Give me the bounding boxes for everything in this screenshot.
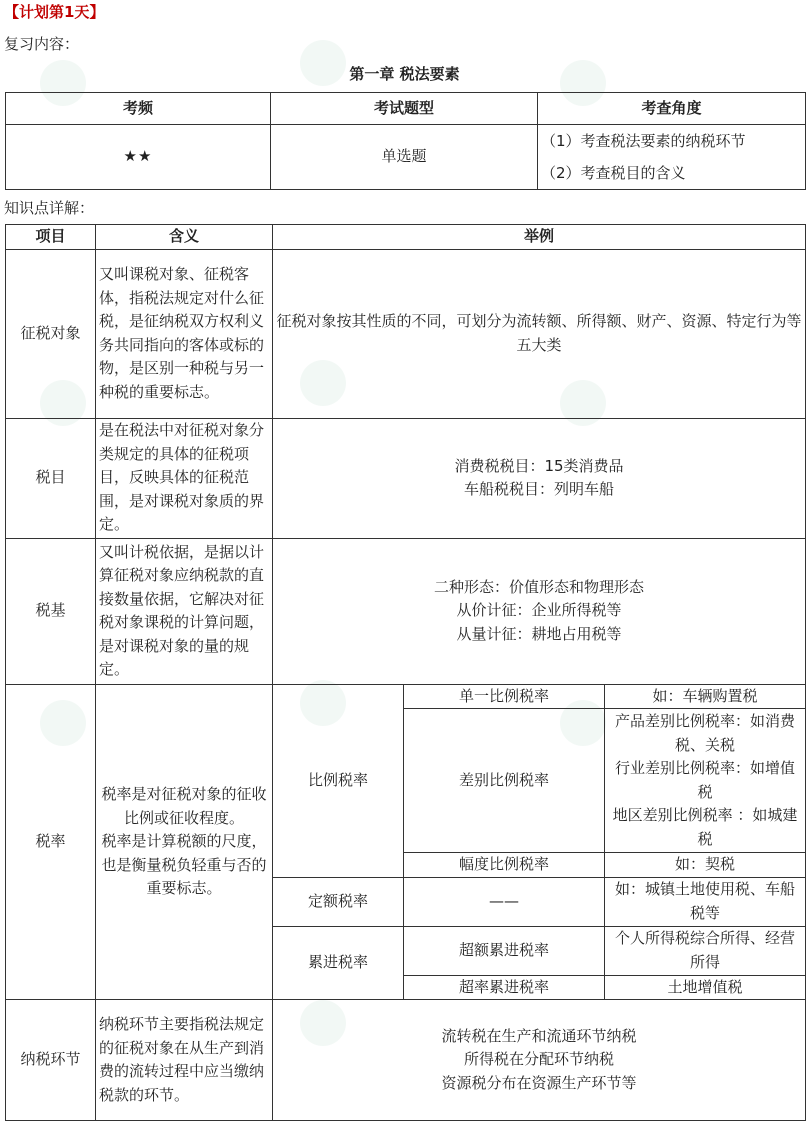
chapter-title: 第一章 税法要素 — [349, 65, 460, 83]
row-meaning: 纳税环节主要指税法规定的征税对象在从生产到消费的流转过程中应当缴纳税款的环节。 — [96, 1000, 273, 1121]
row-example — [273, 538, 806, 684]
header-angle: 考查角度 — [538, 93, 806, 125]
example-line: 从量计征：耕地占用税等 — [456, 624, 622, 643]
rate-subtype: —— — [404, 877, 605, 926]
rate-type: 累进税率 — [273, 926, 404, 1000]
rate-subtype: 差别比例税率 — [404, 709, 605, 853]
rate-type: 定额税率 — [273, 877, 404, 926]
row-meaning: 又叫课税对象、征税客体，指税法规定对什么征税，是征纳税双方权利义务共同指向的客体或标的物，是区别一种税与另一种税的重要标志。 — [96, 249, 273, 418]
row-meaning: 又叫计税依据，是据以计算征税对象应纳税款的直接数量依据，它解决对征税对象课税的计算问题，是对课税对象的量的规定。 — [96, 538, 273, 684]
row-item: 税基 — [6, 538, 96, 684]
header-frequency: 考频 — [6, 93, 271, 125]
example-line: 二种形态：价值形态和物理形态 — [434, 577, 645, 596]
review-label: 复习内容： — [4, 35, 80, 53]
example-line: 消费税税目：15类消费品 — [454, 456, 624, 475]
frequency-stars: ★★ — [6, 125, 271, 190]
rate-subtype: 单一比例税率 — [404, 684, 605, 709]
row-example — [273, 1000, 806, 1121]
angle-item: （2）考查税目的含义 — [541, 164, 686, 182]
row-meaning: 是在税法中对征税对象分类规定的具体的征税项目，反映具体的征税范围，是对课税对象质的界定。 — [96, 418, 273, 538]
example-line: 流转税在生产和流通环节纳税 — [441, 1026, 637, 1045]
row-item: 税率 — [6, 684, 96, 1000]
header-example: 举例 — [273, 225, 806, 250]
example-line: 车船税税目：列明车船 — [464, 480, 615, 498]
example-line: 资源税分布在资源生产环节等 — [441, 1073, 637, 1092]
example-line: 行业差别比例税率：如增值税 — [615, 759, 796, 801]
header-meaning: 含义 — [96, 225, 273, 250]
header-item: 项目 — [6, 225, 96, 250]
summary-table — [5, 92, 806, 190]
rate-example: 如：车辆购置税 — [605, 684, 806, 709]
rate-type: 比例税率 — [273, 684, 404, 877]
detail-table — [5, 224, 806, 1121]
row-example — [273, 418, 806, 538]
rate-subtype: 超率累进税率 — [404, 975, 605, 1000]
row-item: 纳税环节 — [6, 1000, 96, 1121]
rate-example: 如：城镇土地使用税、车船税等 — [605, 877, 806, 926]
example-line: 产品差别比例税率：如消费税、关税 — [615, 712, 796, 754]
rate-meaning-line: 税率是对征税对象的征收比例或征收程度。 — [101, 785, 267, 827]
rate-subtype: 幅度比例税率 — [404, 853, 605, 878]
exam-angles — [538, 125, 806, 190]
rate-example: 个人所得税综合所得、经营所得 — [605, 926, 806, 975]
header-question-type: 考试题型 — [271, 93, 538, 125]
rate-subtype: 超额累进税率 — [404, 926, 605, 975]
rate-example — [605, 709, 806, 853]
row-example: 征税对象按其性质的不同，可划分为流转额、所得额、财产、资源、特定行为等五大类 — [273, 249, 806, 418]
example-line: 从价计征：企业所得税等 — [456, 601, 622, 620]
plan-title: 【计划第1天】 — [4, 3, 105, 21]
angle-item: （1）考查税法要素的纳税环节 — [541, 132, 746, 150]
rate-example: 如：契税 — [605, 853, 806, 878]
row-item: 征税对象 — [6, 249, 96, 418]
row-item: 税目 — [6, 418, 96, 538]
knowledge-label: 知识点详解： — [4, 199, 95, 217]
example-line: 地区差别比例税率 ：如城建税 — [612, 806, 798, 848]
rate-meaning-line: 税率是计算税额的尺度，也是衡量税负轻重与否的重要标志。 — [101, 832, 267, 897]
example-line: 所得税在分配环节纳税 — [464, 1050, 615, 1069]
question-type: 单选题 — [271, 125, 538, 190]
row-meaning — [96, 684, 273, 1000]
rate-example: 土地增值税 — [605, 975, 806, 1000]
